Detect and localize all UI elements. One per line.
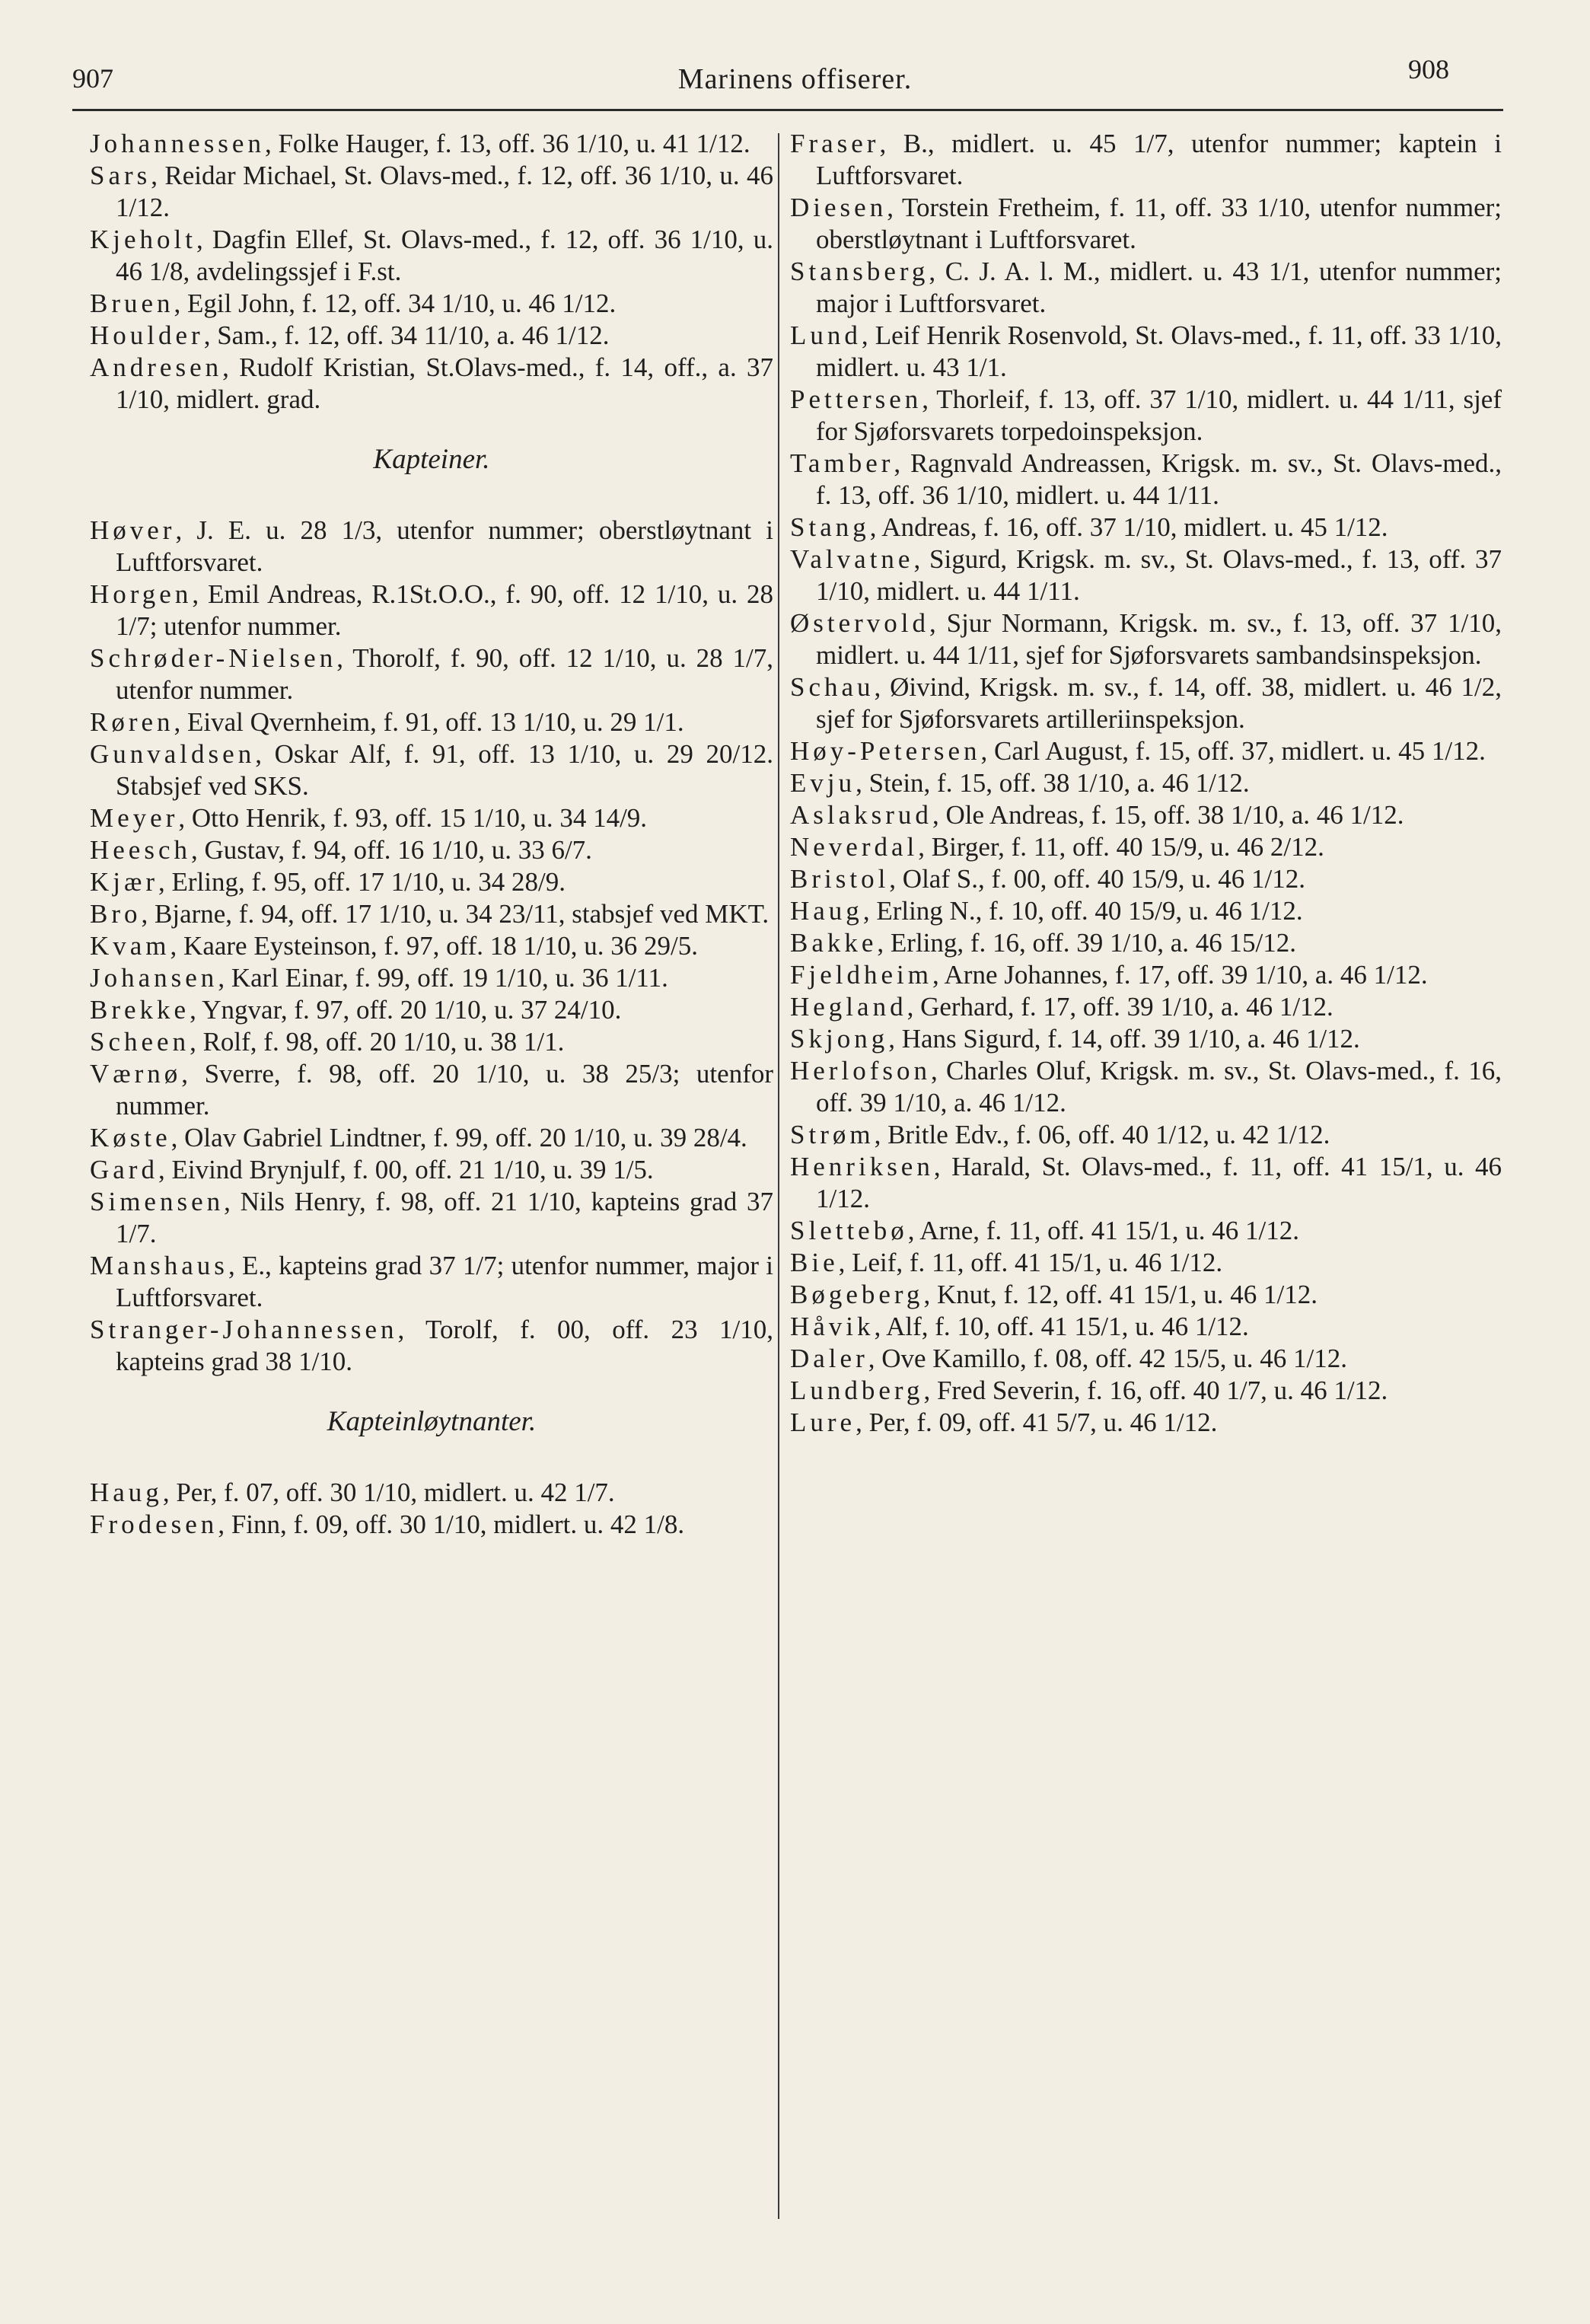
officer-details: , Kaare Eysteinson, f. 97, off. 18 1/10, u. 36 29/5. [170,931,698,961]
officer-entry [90,128,773,160]
officer-entry [90,288,773,320]
officer-entry [790,991,1502,1023]
officer-entry [790,959,1502,991]
officer-entry [790,1151,1502,1215]
officer-details: , C. J. A. l. M., midlert. u. 43 1/1, utenfor nummer; major i Luftforsvaret. [816,257,1502,318]
spacer [90,416,773,442]
officer-entry [90,898,773,930]
officer-details: , Andreas, f. 16, off. 37 1/10, midlert. u. 45 1/12. [869,512,1388,542]
officer-details: , Erling N., f. 10, off. 40 15/9, u. 46 1/12. [862,896,1303,926]
officer-name: Høy-Petersen [790,736,981,766]
officer-details: , Alf, f. 10, off. 41 15/1, u. 46 1/12. [874,1312,1249,1341]
officer-details: , Yngvar, f. 97, off. 20 1/10, u. 37 24/10. [190,995,622,1025]
officer-name: Tamber [790,448,894,478]
officer-name: Østervold [790,608,930,638]
officer-entry [790,799,1502,831]
officer-details: , E., kapteins grad 37 1/7; utenfor nummer, major i Luftforsvaret. [116,1251,773,1312]
officer-name: Værnø [90,1059,182,1089]
officer-details: , Egil John, f. 12, off. 34 1/10, u. 46 1/12. [174,289,617,318]
officer-entry [790,767,1502,799]
officer-entry [790,1279,1502,1311]
officer-details: , Bjarne, f. 94, off. 17 1/10, u. 34 23/11, stabsjef ved MKT. [141,899,770,929]
officer-entry [790,1023,1502,1055]
officer-entry [790,895,1502,927]
officer-name: Skjong [790,1024,889,1054]
officer-entry [790,1247,1502,1279]
officer-entry [90,1250,773,1314]
officer-details: , Fred Severin, f. 16, off. 40 1/7, u. 46 1/12. [923,1376,1388,1405]
officer-name: Valvatne [790,544,914,574]
officer-entry [90,160,773,224]
officer-name: Bruen [90,289,174,318]
officer-details: , Nils Henry, f. 98, off. 21 1/10, kapteins grad 37 1/7. [116,1187,773,1248]
officer-entry [790,1407,1502,1439]
officer-details: , Charles Oluf, Krigsk. m. sv., St. Olavs-med., f. 16, off. 39 1/10, a. 46 1/12. [816,1056,1502,1117]
officer-name: Kjeholt [90,225,196,254]
officer-name: Bro [90,899,142,929]
officer-details: , Gustav, f. 94, off. 16 1/10, u. 33 6/7. [191,835,592,865]
officer-entry [790,384,1502,448]
officer-details: , Leif Henrik Rosenvold, St. Olavs-med., f. 11, off. 33 1/10, midlert. u. 43 1/1. [816,320,1502,382]
officer-details: , Sigurd, Krigsk. m. sv., St. Olavs-med., f. 13, off. 37 1/10, midlert. u. 44 1/11. [816,544,1502,606]
officer-details: , Per, f. 09, off. 41 5/7, u. 46 1/12. [856,1407,1218,1437]
officer-entry [90,1122,773,1154]
officer-entry [790,1119,1502,1151]
officer-details: , Erling, f. 16, off. 39 1/10, a. 46 15/12. [877,928,1296,958]
officer-name: Bøgeberg [790,1280,924,1309]
officer-details: , Sverre, f. 98, off. 20 1/10, u. 38 25/3; utenfor nummer. [116,1059,773,1121]
officer-entry [790,1311,1502,1343]
officer-details: , Britle Edv., f. 06, off. 40 1/12, u. 42 1/12. [874,1120,1330,1149]
officer-details: , Knut, f. 12, off. 41 15/1, u. 46 1/12. [923,1280,1318,1309]
officer-details: , Per, f. 07, off. 30 1/10, midlert. u. 42 1/7. [162,1478,615,1507]
officer-entry [90,1154,773,1186]
officer-entry [90,224,773,288]
officer-details: , Eival Qvernheim, f. 91, off. 13 1/10, u. 29 1/1. [174,707,684,737]
officer-entry [90,1058,773,1122]
officer-details: , Sjur Normann, Krigsk. m. sv., f. 13, off. 37 1/10, midlert. u. 44 1/11, sjef for Sjøforsvarets sambandsinspeksjon. [816,608,1502,670]
officer-details: , Erling, f. 95, off. 17 1/10, u. 34 28/9. [158,867,566,897]
officer-entry [90,962,773,994]
officer-name: Gard [90,1155,158,1184]
officer-details: , Olaf S., f. 00, off. 40 15/9, u. 46 1/12. [889,864,1305,894]
officer-details: , Finn, f. 09, off. 30 1/10, midlert. u. 42 1/8. [218,1509,685,1539]
officer-name: Slettebø [790,1216,908,1245]
page-number-left: 907 [72,63,113,94]
officer-details: , Karl Einar, f. 99, off. 19 1/10, u. 36 1/11. [218,963,668,993]
officer-entry [790,448,1502,512]
officer-name: Simensen [90,1187,225,1216]
officer-details: , Reidar Michael, St. Olavs-med., f. 12, off. 36 1/10, u. 46 1/12. [116,161,773,222]
officer-name: Bakke [790,928,878,958]
officer-details: , Eivind Brynjulf, f. 00, off. 21 1/10, u. 39 1/5. [158,1155,654,1184]
officer-entry [90,1509,773,1541]
officer-details: , Emil Andreas, R.1St.O.O., f. 90, off. 12 1/10, u. 28 1/7; utenfor nummer. [116,579,773,641]
officer-name: Bristol [790,864,890,894]
officer-details: , Leif, f. 11, off. 41 15/1, u. 46 1/12. [838,1248,1223,1277]
officer-name: Herlofson [790,1056,931,1085]
officer-list [90,515,773,1378]
spacer [90,1378,773,1404]
officer-details: , Otto Henrik, f. 93, off. 15 1/10, u. 34 14/9. [178,803,648,833]
officer-list [90,128,773,416]
officer-details: , Hans Sigurd, f. 14, off. 39 1/10, a. 46 1/12. [888,1024,1360,1054]
officer-entry [90,352,773,416]
officer-entry [90,1477,773,1509]
officer-details: , Gerhard, f. 17, off. 39 1/10, a. 46 1/12. [907,992,1333,1022]
officer-name: Frodesen [90,1509,218,1539]
officer-entry [90,738,773,802]
officer-list [90,1477,773,1541]
officer-name: Gunvaldsen [90,739,256,769]
header-rule [72,109,1503,111]
officer-entry [90,1314,773,1378]
officer-name: Daler [790,1344,868,1373]
officer-details: , Harald, St. Olavs-med., f. 11, off. 41 15/1, u. 46 1/12. [816,1152,1502,1213]
page-number-right: 908 [1408,54,1449,84]
officer-name: Andresen [90,352,223,382]
officer-details: , Rolf, f. 98, off. 20 1/10, u. 38 1/1. [190,1027,565,1057]
officer-name: Scheen [90,1027,190,1057]
officer-name: Schau [790,672,875,702]
section-heading-kapteinloytnanter: Kapteinløytnanter. [327,1406,537,1437]
officer-name: Høver [90,515,176,545]
officer-entry [790,735,1502,767]
officer-entry [90,642,773,706]
officer-name: Meyer [90,803,179,833]
officer-name: Evju [790,768,856,798]
officer-details: , Øivind, Krigsk. m. sv., f. 14, off. 38, midlert. u. 46 1/2, sjef for Sjøforsvarets artilleriinspeksjon. [816,672,1502,734]
officer-name: Strøm [790,1120,875,1149]
officer-details: , Stein, f. 15, off. 38 1/10, a. 46 1/12. [856,768,1250,798]
officer-entry [790,927,1502,959]
officer-details: , Birger, f. 11, off. 40 15/9, u. 46 2/12. [918,832,1324,862]
officer-entry [790,1375,1502,1407]
officer-details: , Torstein Fretheim, f. 11, off. 33 1/10, utenfor nummer; oberstløytnant i Luftforsvaret. [816,193,1502,254]
officer-entry [790,607,1502,671]
officer-name: Johannessen [90,129,265,158]
column-divider [778,133,779,2219]
officer-details: , Arne, f. 11, off. 41 15/1, u. 46 1/12. [907,1216,1299,1245]
officer-details: , Rudolf Kristian, St.Olavs-med., f. 14, off., a. 37 1/10, midlert. grad. [116,352,773,414]
officer-details: , Ole Andreas, f. 15, off. 38 1/10, a. 46 1/12. [932,800,1404,830]
right-column [790,128,1502,1439]
officer-details: , B., midlert. u. 45 1/7, utenfor nummer; kaptein i Luftforsvaret. [816,129,1502,190]
officer-entry [90,866,773,898]
officer-name: Stansberg [790,257,929,286]
officer-name: Schrøder-Nielsen [90,643,337,673]
officer-name: Haug [790,896,863,926]
officer-name: Kjær [90,867,158,897]
officer-details: , Torolf, f. 00, off. 23 1/10, kapteins grad 38 1/10. [116,1315,773,1376]
officer-name: Lundberg [790,1376,924,1405]
officer-name: Haug [90,1478,163,1507]
officer-details: , Ove Kamillo, f. 08, off. 42 15/5, u. 46 1/12. [868,1344,1348,1373]
officer-name: Fjeldheim [790,960,932,990]
officer-entry [90,994,773,1026]
officer-name: Stranger-Johannessen [90,1315,398,1344]
officer-name: Diesen [790,193,887,222]
officer-name: Heesch [90,835,192,865]
officer-entry [790,1055,1502,1119]
officer-entry [790,192,1502,256]
officer-entry [90,1186,773,1250]
officer-entry [90,930,773,962]
officer-name: Sars [90,161,151,190]
officer-details: , Thorleif, f. 13, off. 37 1/10, midlert. u. 44 1/11, sjef for Sjøforsvarets torpedoinspeksjon. [816,384,1502,446]
officer-details: , Olav Gabriel Lindtner, f. 99, off. 20 1/10, u. 39 28/4. [170,1123,747,1152]
officer-details: , Folke Hauger, f. 13, off. 36 1/10, u. 41 1/12. [264,129,750,158]
officer-name: Manshaus [90,1251,228,1280]
officer-entry [790,1343,1502,1375]
officer-name: Lure [790,1407,856,1437]
officer-details: , Arne Johannes, f. 17, off. 39 1/10, a. 46 1/12. [932,960,1428,990]
officer-entry [90,579,773,642]
officer-entry [790,671,1502,735]
officer-entry [790,256,1502,320]
officer-details: , Oskar Alf, f. 91, off. 13 1/10, u. 29 20/12. Stabsjef ved SKS. [116,739,773,801]
officer-entry [790,544,1502,607]
officer-entry [790,831,1502,863]
officer-name: Houlder [90,320,204,350]
officer-details: , Thorolf, f. 90, off. 12 1/10, u. 28 1/7, utenfor nummer. [116,643,773,705]
officer-name: Fraser [790,129,880,158]
officer-details: , Ragnvald Andreassen, Krigsk. m. sv., St. Olavs-med., f. 13, off. 36 1/10, midlert. u. 44 1/11. [816,448,1502,510]
officer-entry [790,512,1502,544]
left-column [90,128,773,1541]
officer-entry [790,1215,1502,1247]
officer-name: Aslaksrud [790,800,932,830]
officer-name: Henriksen [790,1152,934,1181]
officer-name: Horgen [90,579,193,609]
officer-name: Håvik [790,1312,875,1341]
officer-details: , J. E. u. 28 1/3, utenfor nummer; oberstløytnant i Luftforsvaret. [116,515,773,577]
officer-name: Neverdal [790,832,919,862]
officer-entry [90,320,773,352]
officer-name: Røren [90,707,174,737]
officer-details: , Sam., f. 12, off. 34 11/10, a. 46 1/12. [203,320,610,350]
officer-name: Kvam [90,931,170,961]
officer-name: Hegland [790,992,907,1022]
officer-name: Pettersen [790,384,922,414]
officer-list [790,128,1502,1439]
officer-entry [90,802,773,834]
officer-name: Bie [790,1248,839,1277]
officer-name: Johansen [90,963,218,993]
officer-name: Lund [790,320,862,350]
officer-details: , Carl August, f. 15, off. 37, midlert. u. 45 1/12. [980,736,1486,766]
officer-entry [90,515,773,579]
officer-entry [90,834,773,866]
officer-name: Brekke [90,995,190,1025]
officer-entry [790,863,1502,895]
officer-details: , Dagfin Ellef, St. Olavs-med., f. 12, off. 36 1/10, u. 46 1/8, avdelingssjef i F.st. [116,225,773,286]
officer-name: Stang [790,512,870,542]
officer-entry [90,706,773,738]
officer-name: Køste [90,1123,171,1152]
running-title: Marinens offiserer. [677,63,913,95]
section-heading-kapteiner: Kapteiner. [373,444,490,475]
officer-entry [90,1026,773,1058]
officer-entry [790,128,1502,192]
officer-entry [790,320,1502,384]
